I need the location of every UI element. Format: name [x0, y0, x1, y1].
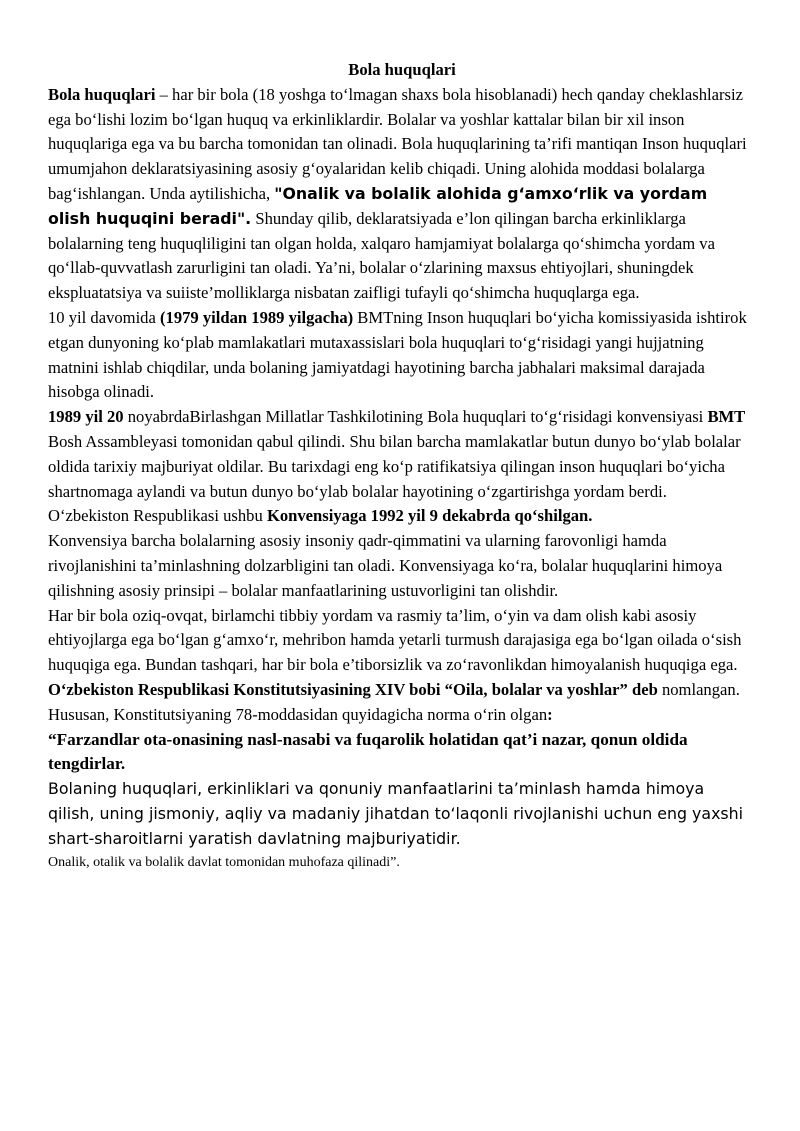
- paragraph-text: noyabrdaBirlashgan Millatlar Tashkilotining Bola huquqlari to‘g‘risidagi konvensiyasi: [123, 407, 708, 427]
- paragraph-text: Bosh Assambleyasi tomonidan qabul qilindi. Shu bilan barcha mamlakatlar butun dunyo bo‘ylab bolalar oldida tarixiy majburiyat oldilar. Bu tarixdagi eng ko‘p ratifikatsiya qilingan inson huquqlari bo‘yicha shartnomaga aylandi va butun dunyo bo‘ylab bolalar hayotining o‘zgartirishga yordam berdi. O‘zbekiston Respublikasi ushbu: [48, 431, 741, 526]
- bold-colon: :: [547, 704, 553, 724]
- bold-accession: Konvensiyaga 1992 yil 9 dekabrda qo‘shilgan.: [266, 506, 593, 526]
- quote-equality: [48, 728, 748, 778]
- bold-quote-text: “Farzandlar ota-onasining nasl-nasabi va fuqarolik holatidan qat’i nazar, qonun oldida tengdirlar.: [48, 729, 688, 774]
- quote-state-duty: Bolaning huquqlari, erkinliklari va qonuniy manfaatlarini ta’minlash hamda himoya qilish, uning jismoniy, aqliy va madaniy jihatdan to‘laqonli rivojlanishi uchun eng yaxshi shart-sharoitlarni yaratish davlatning majburiyatidir.: [48, 779, 744, 848]
- document-page: [48, 58, 748, 874]
- paragraph-history: [48, 306, 748, 405]
- bold-years: (1979 yildan 1989 yilgacha): [160, 307, 354, 327]
- paragraph-text: nomlangan. Hususan, Konstitutsiyaning 78-moddasidan quyidagicha norma o‘rin olgan: [48, 679, 740, 724]
- paragraph-text: – har bir bola (18 yoshga to‘lmagan shaxs bola hisoblanadi) hech qanday cheklashlarsiz ega bo‘lishi lozim bo‘lgan huquq va erkinliklardir. Bolalar va yoshlar kattalar bilan bir xil inson huquqlariga ega va bu barcha tomonidan tan olinadi. Bola huquqlarining ta’rifi mantiqan Inson huquqlari umumjahon deklaratsiyasining asosiy g‘oyalaridan kelib chiqadi. Uning alohida moddasi bolalarga bag‘ishlangan. Unda aytilishicha,: [48, 84, 747, 203]
- paragraph-constitution: [48, 678, 748, 728]
- bold-chapter: O‘zbekiston Respublikasi Konstitutsiyasining XIV bobi “Oila, bolalar va yoshlar” deb: [48, 679, 658, 699]
- bold-date: 1989 yil 20: [48, 407, 124, 427]
- bold-abbrev: BMT: [707, 407, 746, 427]
- paragraph-text: Shunday qilib, deklaratsiyada e’lon qilingan barcha erkinliklarga bolalarning teng huquqliligini tan olgan holda, xalqaro hamjamiyat bolalarga qo‘shimcha yordam va qo‘llab-quvvatlash zarurligini tan oladi. Ya’ni, bolalar o‘zlarining maxsus ehtiyojlari, shuningdek ekspluatatsiya va suiiste’molliklarga nisbatan zaifligi tufayli qo‘shimcha huquqlarga ega.: [48, 208, 715, 303]
- paragraph-needs: Har bir bola oziq-ovqat, birlamchi tibbiy yordam va rasmiy ta’lim, o‘yin va dam olish kabi asosiy ehtiyojlarga ega bo‘lgan g‘amxo‘r, mehribon hamda yetarli turmush darajasiga ega bo‘lgan oilada o‘sish huquqiga ega. Bundan tashqari, har bir bola e’tiborsizlik va zo‘ravonlikdan himoyalanish huquqiga ega.: [48, 605, 742, 675]
- quote-protection: Onalik, otalik va bolalik davlat tomonidan muhofaza qilinadi”.: [48, 854, 400, 870]
- paragraph-principles: Konvensiya barcha bolalarning asosiy insoniy qadr-qimmatini va ularning farovonligi hamda rivojlanishini ta’minlashning dolzarbligini tan oladi. Konvensiyaga ko‘ra, bolalar huquqlarini himoya qilishning asosiy prinsipi – bolalar manfaatlarining ustuvorligini tan olishdir.: [48, 531, 723, 600]
- paragraph-convention: [48, 405, 748, 529]
- document-title: Bola huquqlari: [348, 60, 456, 79]
- paragraph-text: BMTning Inson huquqlari bo‘yicha komissiyasida ishtirok etgan dunyoning ko‘plab mamlakatlari mutaxassislari bola huquqlari to‘g‘risidagi yangi hujjatning matnini ishlab chiqdilar, unda bolaning jamiyatdagi hayotining barcha jabhalari maksimal darajada hisobga olinadi.: [48, 307, 747, 402]
- bold-term: Bola huquqlari: [48, 84, 156, 104]
- paragraph-definition: [48, 83, 748, 306]
- bold-quote: "Onalik va bolalik alohida g‘amxo‘rlik va yordam olish huquqini beradi".: [48, 183, 708, 228]
- paragraph-text: 10 yil davomida: [48, 307, 160, 327]
